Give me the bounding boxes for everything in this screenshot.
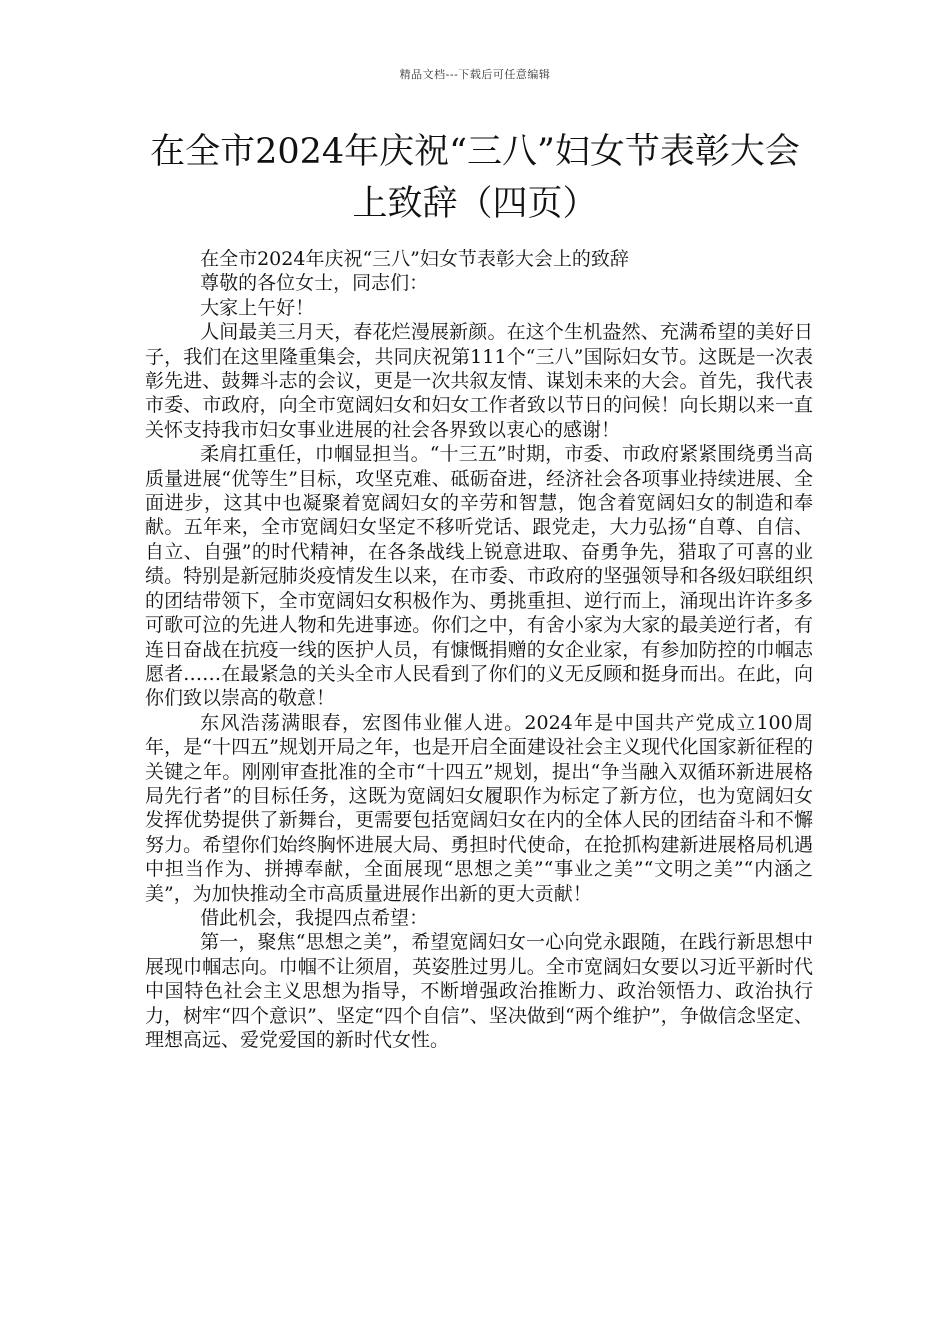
page-title: 在全市2024年庆祝“三八”妇女节表彰大会上致辞（四页）	[150, 132, 800, 224]
paragraph-achievements: 柔肩扛重任，巾帼显担当。“十三五”时期，市委、市政府紧紧围绕勇当高质量进展“优等生”目标，攻坚克难、砥砺奋进，经济社会各项事业持续进展、全面进步，这其中也凝聚着宽阔妇女的辛劳和智慧，饱含着宽阔妇女的制造和奉献。五年来，全市宽阔妇女坚定不移听党话、跟党走，大力弘扬“自尊、自信、自立、自强”的时代精神，在各条战线上锐意进取、奋勇争先，猎取了可喜的业绩。特别是新冠肺炎疫情发生以来，在市委、市政府的坚强领导和各级妇联组织的团结带领下，全市宽阔妇女积极作为、勇挑重担、逆行而上，涌现出许许多多可歌可泣的先进人物和先进事迹。你们之中，有舍小家为大家的最美逆行者，有连日奋战在抗疫一线的医护人员，有慷慨捐赠的女企业家，有参加防控的巾帼志愿者……在最紧急的关头全市人民看到了你们的义无反顾和挺身而出。在此，向你们致以崇高的敬意！	[145, 443, 813, 710]
paragraph-hopes-intro: 借此机会，我提四点希望：	[200, 906, 429, 929]
header-note: 精品文档---下载后可任意编辑	[399, 68, 551, 81]
paragraph-hope-first: 第一，聚焦“思想之美”，希望宽阔妇女一心向党永跟随，在践行新思想中展现巾帼志向。巾帼不让须眉，英姿胜过男儿。全市宽阔妇女要以习近平新时代中国特色社会主义思想为指导，不断增强政治推断力、政治领悟力、政治执行力，树牢“四个意识”、坚定“四个自信”、坚决做到“两个维护”，争做信念坚定、理想高远、爱党爱国的新时代女性。	[145, 931, 813, 1051]
paragraph-outlook: 东风浩荡满眼春，宏图伟业催人进。2024年是中国共产党成立100周年，是“十四五”规划开局之年，也是开启全面建设社会主义现代化国家新征程的关键之年。刚刚审查批准的全市“十四五”规划，提出“争当融入双循环新进展格局先行者”的目标任务，这既为宽阔妇女履职作为标定了新方位，也为宽阔妇女发挥优势提供了新舞台，更需要包括宽阔妇女在内的全体人民的团结奋斗和不懈努力。希望你们始终胸怀进展大局、勇担时代使命，在抢抓构建新进展格局机遇中担当作为、拼搏奉献，全面展现“思想之美”“事业之美”“文明之美”“内涵之美”，为加快推动全市高质量进展作出新的更大贡献！	[145, 711, 813, 905]
document-body	[145, 247, 813, 1052]
paragraph-greeting: 大家上午好！	[200, 296, 315, 319]
paragraph-opening: 人间最美三月天，春花烂漫展新颜。在这个生机盎然、充满希望的美好日子，我们在这里隆重集会，共同庆祝第111个“三八”国际妇女节。这既是一次表彰先进、鼓舞斗志的会议，更是一次共叙友情、谋划未来的大会。首先，我代表市委、市政府，向全市宽阔妇女和妇女工作者致以节日的问候！向长期以来一直关怀支持我市妇女事业进展的社会各界致以衷心的感谢！	[145, 321, 813, 441]
paragraph-speech-heading: 在全市2024年庆祝“三八”妇女节表彰大会上的致辞	[200, 248, 629, 270]
paragraph-salutation: 尊敬的各位女士，同志们：	[200, 272, 429, 295]
